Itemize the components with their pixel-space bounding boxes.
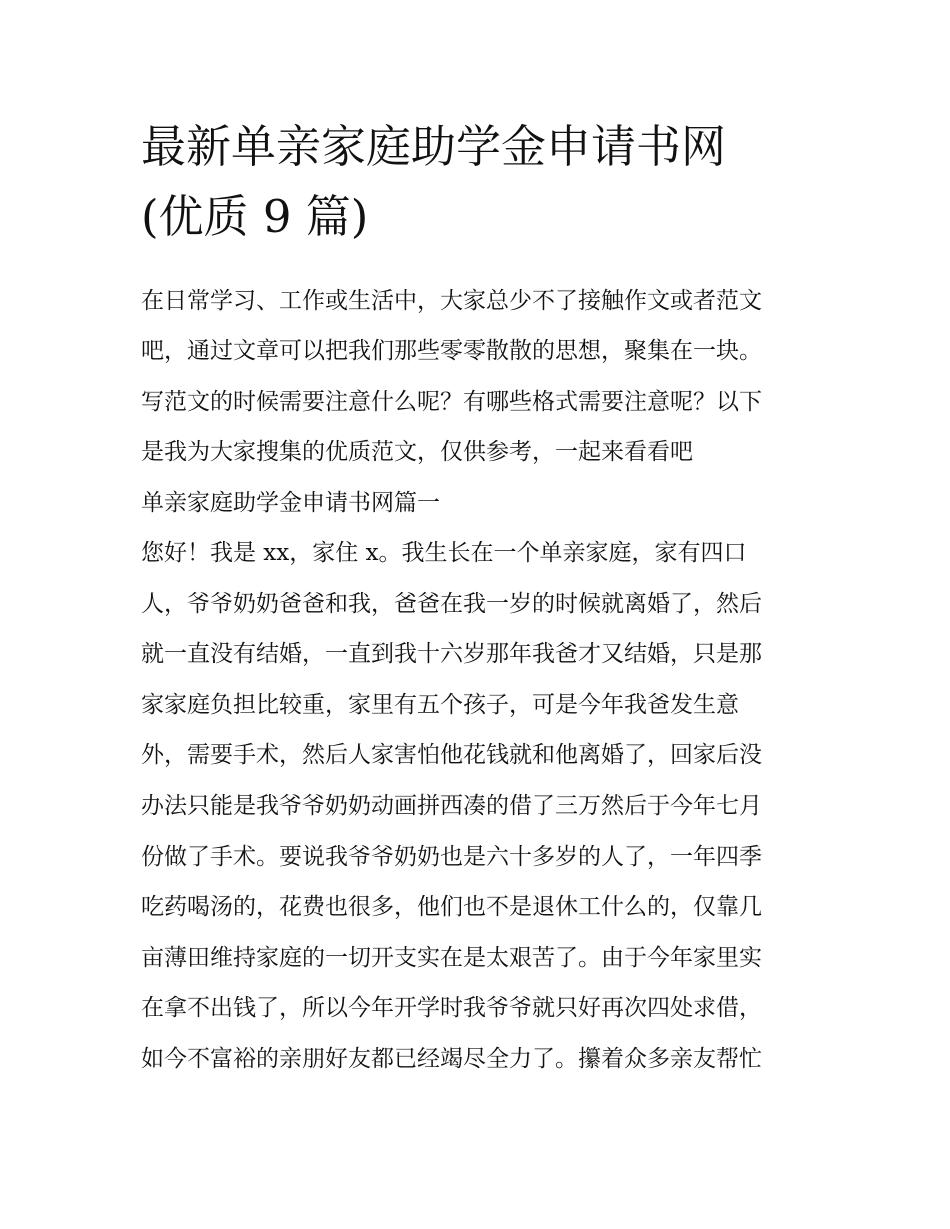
body-line: 吃药喝汤的，花费也很多，他们也不是退休工什么的，仅靠几 (141, 894, 762, 920)
intro-line: 写范文的时候需要注意什么呢？有哪些格式需要注意呢？以下 (141, 389, 762, 415)
body-line: 外，需要手术，然后人家害怕他花钱就和他离婚了，回家后没 (141, 742, 762, 768)
body-line: 您好！我是 xx，家住 x。我生长在一个单亲家庭，家有四口 (141, 540, 747, 566)
section-heading: 单亲家庭助学金申请书网篇一 (141, 490, 440, 516)
body-line: 家家庭负担比较重，家里有五个孩子，可是今年我爸发生意 (141, 692, 739, 718)
title-line-2: (优质 9 篇) (141, 190, 369, 243)
body-line: 就一直没有结婚，一直到我十六岁那年我爸才又结婚，只是那 (141, 641, 762, 667)
body-line: 人，爷爷奶奶爸爸和我，爸爸在我一岁的时候就离婚了，然后 (141, 591, 762, 617)
body-line: 亩薄田维持家庭的一切开支实在是太艰苦了。由于今年家里实 (141, 945, 762, 971)
body-line: 如今不富裕的亲朋好友都已经竭尽全力了。攥着众多亲友帮忙 (141, 1046, 762, 1072)
intro-line: 是我为大家搜集的优质范文，仅供参考，一起来看看吧 (141, 439, 693, 465)
title-line-1: 最新单亲家庭助学金申请书网 (141, 120, 727, 173)
intro-line: 吧，通过文章可以把我们那些零零散散的思想，聚集在一块。 (141, 338, 762, 364)
body-line: 在拿不出钱了，所以今年开学时我爷爷就只好再次四处求借， (141, 995, 762, 1021)
document-title (141, 112, 841, 252)
intro-line: 在日常学习、工作或生活中，大家总少不了接触作文或者范文 (141, 288, 762, 314)
body-line: 办法只能是我爷爷奶奶动画拼西凑的借了三万然后于今年七月 (141, 793, 762, 819)
body-line: 份做了手术。要说我爷爷奶奶也是六十多岁的人了，一年四季 (141, 844, 762, 870)
